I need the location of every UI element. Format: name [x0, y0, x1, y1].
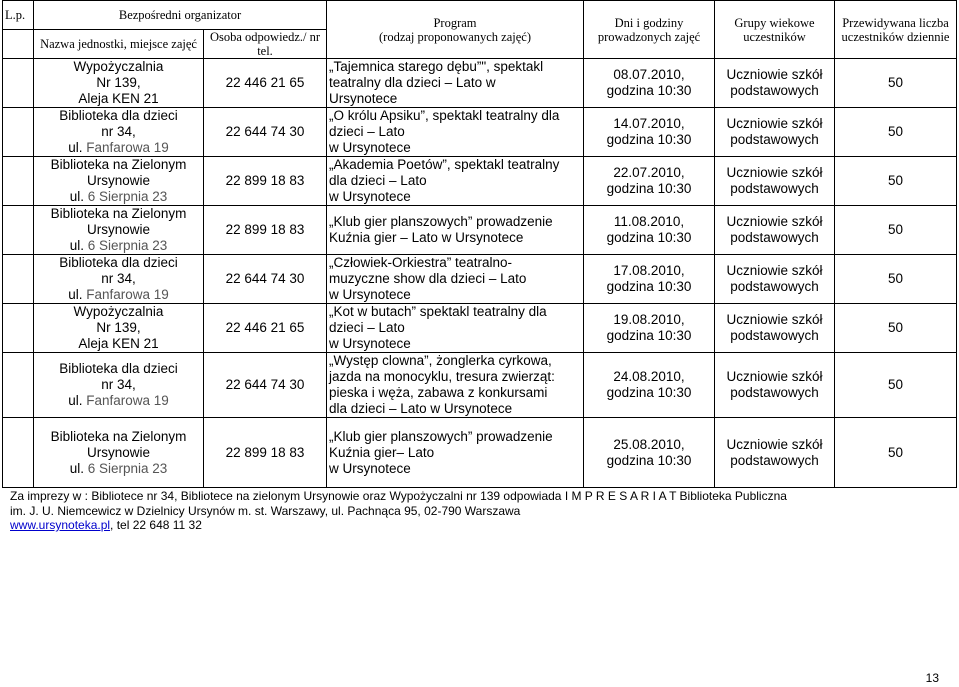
phone-cell: [204, 255, 327, 304]
count-cell: [835, 353, 957, 418]
participant-count: 50: [888, 320, 904, 335]
event-date: 25.08.2010,: [613, 436, 685, 452]
participant-count: 50: [888, 444, 904, 460]
participant-count: 50: [888, 173, 904, 188]
organizer-cell: [34, 59, 204, 108]
footer-line-2: im. J. U. Niemcewicz w Dzielnicy Ursynów m. st. Warszawy, ul. Pachnąca 95, 02-790 Warszawa: [10, 503, 521, 518]
organizer-number: Ursynowie: [86, 444, 151, 460]
group-line-2: podstawowych: [730, 452, 819, 468]
group-cell: [715, 108, 835, 157]
date-cell: [584, 304, 715, 353]
header-lp-empty: [3, 30, 34, 59]
group-line-2: podstawowych: [730, 132, 819, 147]
row-number-cell: [3, 418, 34, 488]
organizer-cell: [34, 418, 204, 488]
organizer-name: Biblioteka dla dzieci: [59, 108, 178, 123]
date-cell: [584, 59, 715, 108]
group-cell: [715, 157, 835, 206]
program-line: teatralny dla dzieci – Lato w: [329, 75, 496, 90]
participant-count: 50: [888, 271, 904, 286]
event-time: godzina 10:30: [606, 132, 692, 147]
program-line: jazda na monocyklu, tresura zwierząt:: [329, 369, 555, 384]
header-program-subtitle: (rodzaj proponowanych zajęć): [379, 29, 532, 44]
program-line: „Kot w butach” spektakl teatralny dla: [329, 304, 547, 319]
date-cell: [584, 418, 715, 488]
group-line-1: Uczniowie szkół: [726, 116, 823, 131]
table-row: [3, 353, 957, 418]
program-line: w Ursynotece: [329, 287, 411, 302]
date-cell: [584, 206, 715, 255]
website-link[interactable]: www.ursynoteka.pl: [10, 518, 111, 532]
row-number-cell: [3, 157, 34, 206]
table-row: [3, 108, 957, 157]
phone-cell: [204, 418, 327, 488]
organizer-cell: [34, 304, 204, 353]
group-line-1: Uczniowie szkół: [726, 214, 823, 229]
phone-number: 22 446 21 65: [225, 320, 305, 335]
program-line: Kuźnia gier – Lato w Ursynotece: [329, 230, 524, 245]
program-cell: [327, 157, 584, 206]
program-line: w Ursynotece: [329, 336, 411, 351]
header-name: Nazwa jednostki, miejsce zajęć: [34, 30, 204, 59]
header-person: Osoba odpowiedz./ nr tel.: [204, 30, 327, 59]
event-time: godzina 10:30: [606, 279, 692, 294]
organizer-cell: [34, 353, 204, 418]
group-line-2: podstawowych: [730, 279, 819, 294]
footer-note: [10, 489, 950, 533]
program-line: Kuźnia gier– Lato: [329, 444, 435, 460]
table-row: [3, 255, 957, 304]
table-row: [3, 206, 957, 255]
organizer-cell: [34, 157, 204, 206]
row-number-cell: [3, 353, 34, 418]
program-cell: [327, 353, 584, 418]
organizer-address: ul. 6 Sierpnia 23: [69, 238, 168, 253]
program-line: dla dzieci – Lato: [329, 173, 427, 188]
row-number-cell: [3, 255, 34, 304]
event-time: godzina 10:30: [606, 452, 692, 468]
count-cell: [835, 206, 957, 255]
organizer-number: Nr 139,: [96, 75, 141, 90]
group-line-2: podstawowych: [730, 328, 819, 343]
phone-number: 22 644 74 30: [225, 377, 305, 392]
header-lp: L.p.: [3, 1, 34, 30]
group-line-2: podstawowych: [730, 385, 819, 400]
count-cell: [835, 108, 957, 157]
row-number-cell: [3, 206, 34, 255]
count-cell: [835, 157, 957, 206]
row-number-cell: [3, 108, 34, 157]
organizer-address: Aleja KEN 21: [78, 336, 159, 351]
group-line-1: Uczniowie szkół: [726, 369, 823, 384]
event-date: 08.07.2010,: [613, 67, 685, 82]
header-program-title: Program: [433, 15, 477, 30]
row-number-cell: [3, 304, 34, 353]
group-line-1: Uczniowie szkół: [726, 436, 823, 452]
phone-cell: [204, 206, 327, 255]
group-line-1: Uczniowie szkół: [726, 312, 823, 327]
organizer-number: Ursynowie: [86, 222, 151, 237]
phone-number: 22 644 74 30: [225, 124, 305, 139]
program-line: dzieci – Lato: [329, 320, 405, 335]
event-date: 14.07.2010,: [613, 116, 685, 131]
event-date: 11.08.2010,: [613, 214, 685, 229]
organizer-cell: [34, 108, 204, 157]
program-line: dzieci – Lato: [329, 124, 405, 139]
event-date: 22.07.2010,: [613, 165, 685, 180]
program-line: pieska i węża, zabawa z konkursami: [329, 385, 548, 400]
table-row: [3, 304, 957, 353]
organizer-cell: [34, 255, 204, 304]
program-line: „Klub gier planszowych” prowadzenie: [329, 214, 553, 229]
organizer-name: Wypożyczalnia: [73, 304, 164, 319]
phone-cell: [204, 59, 327, 108]
event-time: godzina 10:30: [606, 230, 692, 245]
group-cell: [715, 353, 835, 418]
table-row: [3, 59, 957, 108]
program-cell: [327, 206, 584, 255]
group-cell: [715, 255, 835, 304]
date-cell: [584, 353, 715, 418]
header-program: [327, 1, 584, 59]
organizer-number: nr 34,: [101, 377, 136, 392]
phone-cell: [204, 304, 327, 353]
organizer-name: Biblioteka dla dzieci: [59, 255, 178, 270]
program-line: w Ursynotece: [329, 140, 411, 155]
program-cell: [327, 418, 584, 488]
program-line: „Akademia Poetów”, spektakl teatralny: [329, 157, 560, 172]
header-row: [3, 1, 957, 30]
program-line: Ursynotece: [329, 91, 398, 106]
group-cell: [715, 304, 835, 353]
program-line: dla dzieci – Lato w Ursynotece: [329, 401, 513, 416]
header-count: Przewidywana liczba uczestników dziennie: [835, 1, 957, 59]
phone-number: 22 644 74 30: [225, 271, 305, 286]
organizer-cell: [34, 206, 204, 255]
program-cell: [327, 255, 584, 304]
organizer-address: Aleja KEN 21: [78, 91, 159, 106]
phone-number: 22 899 18 83: [225, 222, 305, 237]
organizer-number: Ursynowie: [86, 173, 151, 188]
program-line: „O królu Apsiku”, spektakl teatralny dla: [329, 108, 560, 123]
group-line-1: Uczniowie szkół: [726, 67, 823, 82]
organizer-address: ul. 6 Sierpnia 23: [69, 460, 168, 476]
footer-line-3: [10, 518, 950, 533]
participant-count: 50: [888, 124, 904, 139]
organizer-name: Biblioteka na Zielonym: [50, 157, 187, 172]
header-groups: Grupy wiekowe uczestników: [715, 1, 835, 59]
event-date: 17.08.2010,: [613, 263, 685, 278]
organizer-name: Biblioteka dla dzieci: [59, 361, 178, 376]
count-cell: [835, 255, 957, 304]
program-line: w Ursynotece: [329, 460, 411, 476]
program-cell: [327, 108, 584, 157]
program-line: muzyczne show dla dzieci – Lato: [329, 271, 527, 286]
organizer-name: Wypożyczalnia: [73, 59, 164, 74]
program-line: „Człowiek-Orkiestra” teatralno-: [329, 255, 513, 270]
program-cell: [327, 59, 584, 108]
date-cell: [584, 255, 715, 304]
phone-number: 22 899 18 83: [225, 444, 305, 460]
table-row: [3, 157, 957, 206]
group-line-2: podstawowych: [730, 230, 819, 245]
organizer-address: ul. Fanfarowa 19: [68, 287, 169, 302]
event-time: godzina 10:30: [606, 83, 692, 98]
count-cell: [835, 59, 957, 108]
program-line: „Tajemnica starego dębu”", spektakl: [329, 59, 544, 74]
phone-number: 22 446 21 65: [225, 75, 305, 90]
footer-line-1: Za imprezy w : Bibliotece nr 34, Bibliotece na zielonym Ursynowie oraz Wypożyczalni nr 139 odpowiada I M P R E S A R I A T Biblioteka Publiczna: [10, 489, 787, 503]
event-time: godzina 10:30: [606, 385, 692, 400]
participant-count: 50: [888, 75, 904, 90]
organizer-number: nr 34,: [101, 271, 136, 286]
program-line: „Klub gier planszowych” prowadzenie: [329, 428, 553, 444]
phone-number: 22 899 18 83: [225, 173, 305, 188]
organizer-number: Nr 139,: [96, 320, 141, 335]
phone-cell: [204, 157, 327, 206]
group-cell: [715, 59, 835, 108]
organizer-number: nr 34,: [101, 124, 136, 139]
group-line-2: podstawowych: [730, 83, 819, 98]
organizer-name: Biblioteka na Zielonym: [50, 428, 187, 444]
table-row: [3, 418, 957, 488]
phone-cell: [204, 108, 327, 157]
phone-cell: [204, 353, 327, 418]
organizer-address: ul. Fanfarowa 19: [68, 393, 169, 408]
group-cell: [715, 418, 835, 488]
event-date: 24.08.2010,: [613, 369, 685, 384]
count-cell: [835, 418, 957, 488]
header-organizer: Bezpośredni organizator: [34, 1, 327, 30]
count-cell: [835, 304, 957, 353]
event-time: godzina 10:30: [606, 328, 692, 343]
program-line: „Występ clowna”, żonglerka cyrkowa,: [329, 353, 552, 368]
schedule-table: [2, 0, 957, 488]
date-cell: [584, 108, 715, 157]
organizer-address: ul. 6 Sierpnia 23: [69, 189, 168, 204]
participant-count: 50: [888, 222, 904, 237]
organizer-address: ul. Fanfarowa 19: [68, 140, 169, 155]
program-line: w Ursynotece: [329, 189, 411, 204]
event-date: 19.08.2010,: [613, 312, 685, 327]
date-cell: [584, 157, 715, 206]
header-dates: Dni i godziny prowadzonych zajęć: [584, 1, 715, 59]
row-number-cell: [3, 59, 34, 108]
group-line-1: Uczniowie szkół: [726, 263, 823, 278]
footer-tel: , tel 22 648 11 32: [110, 518, 202, 532]
group-line-1: Uczniowie szkół: [726, 165, 823, 180]
participant-count: 50: [888, 377, 904, 392]
organizer-name: Biblioteka na Zielonym: [50, 206, 187, 221]
group-cell: [715, 206, 835, 255]
page-number: 13: [925, 671, 939, 685]
event-time: godzina 10:30: [606, 181, 692, 196]
group-line-2: podstawowych: [730, 181, 819, 196]
program-cell: [327, 304, 584, 353]
